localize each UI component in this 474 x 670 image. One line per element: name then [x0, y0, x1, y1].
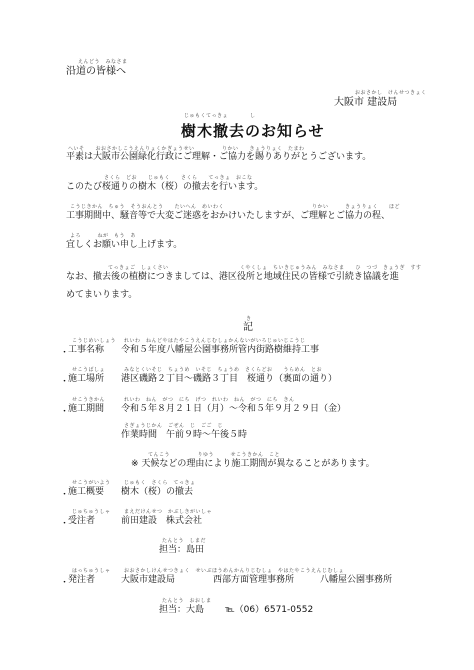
title-ruby: じゅもくてっきょ し — [184, 113, 256, 119]
paragraph-2: このたび桜通りの樹木（桜）の撤去を行います。 — [66, 182, 264, 192]
orderer-value-ruby: おおさかしけんせつきょく せいぶほうめんかんりじむしょ やはたやこうえんじむしょ — [124, 568, 345, 574]
sender-ruby: おおさかし けんせつきょく — [355, 90, 427, 96]
bullet-icon: ・ — [60, 407, 70, 417]
paragraph-1-ruby: へいそ おおさかしこうえんりょくかぎょうせい りかい きょうりょく たまわ — [68, 146, 305, 152]
bullet-icon: ・ — [60, 377, 70, 387]
paragraph-2-ruby: さくら どお じゅもく さくら てっきょ おこな — [104, 175, 253, 181]
item-5-value-ruby: まえだけんせつ かぶしきがいしゃ — [124, 509, 213, 515]
item-4-label: 施工概要 — [68, 487, 105, 497]
item-4-value: 樹木（桜）の撤去 — [121, 487, 194, 497]
bullet-icon: ・ — [60, 519, 70, 529]
item-1-label: 工事名称 — [68, 345, 105, 355]
item-2-label-ruby: せこうばしょ — [72, 367, 106, 373]
item-2-value-ruby: みなとくいそじ ちょうめ いそじ ちょうめ さくらどお うらめん とお — [124, 367, 323, 373]
addressee: 沿道の皆様へ — [66, 66, 126, 77]
item-4-value-ruby: じゅもく さくら てっきょ — [124, 480, 196, 486]
orderer-contact-ruby: たんとう おおしま — [162, 598, 212, 604]
orderer-org-1: 大阪市建設局 — [121, 575, 176, 585]
work-hours-ruby: さぎょうじかん ごぜん じ ごご じ — [124, 423, 224, 429]
contractor-contact-ruby: たんとう しまだ — [162, 538, 207, 544]
item-3-value-ruby: れいわ ねん がつ にち げつ れいわ ねん がつ にち きん — [124, 397, 295, 403]
item-1-label-ruby: こうじめいしょう — [72, 338, 117, 344]
ki-ruby: き — [246, 316, 252, 322]
paragraph-3-ruby-1: こうじきかん ちゅう そうおんとう たいへん めいわく りかい きょうりょく ほど — [70, 204, 401, 210]
orderer-contact: 担当：大島 — [159, 605, 205, 615]
sender: 大阪市 建設局 — [334, 97, 398, 108]
item-3-value: 令和５年８月２１日（月）～令和５年９月２９日（金） — [121, 404, 347, 414]
bullet-icon: ・ — [60, 490, 70, 500]
page-title: 樹木撤去のお知らせ — [181, 122, 325, 140]
orderer-org-2: 西部方面管理事務所 — [213, 575, 295, 585]
paragraph-1: 平素は大阪市公園緑化行政にご理解・ご協力を賜りありがとうございます。 — [66, 152, 372, 162]
item-2-value: 港区磯路２丁目～磯路３丁目 桜通り（裏面の通り） — [121, 374, 338, 384]
addressee-ruby: えんどう みなさま — [78, 59, 128, 65]
item-1-value-ruby: れいわ ねんどやはたやこうえんじむしょかんないがいろじゅいじこうじ — [124, 338, 306, 344]
item-5-label: 受注者 — [68, 516, 96, 526]
orderer-org-3: 八幡屋公園事務所 — [320, 575, 393, 585]
paragraph-3-line-2: 宜しくお願い申し上げます。 — [66, 240, 183, 250]
paragraph-4-line-1: なお、撤去後の植樹につきましては、港区役所と地域住民の皆様で引続き協議を進 — [66, 272, 399, 282]
item-2-label: 施工場所 — [68, 374, 105, 384]
item-5-value: 前田建設 株式会社 — [121, 516, 203, 526]
contractor-contact: 担当：島田 — [159, 545, 205, 555]
paragraph-4-line-2: めてまいります。 — [66, 290, 138, 300]
note-ruby: てんこう りゆう せこうきかん こと — [148, 452, 281, 458]
item-4-label-ruby: せこうがいよう — [72, 480, 111, 486]
item-5-label-ruby: じゅちゅうしゃ — [72, 509, 111, 515]
ki-heading: 記 — [243, 322, 253, 333]
bullet-icon: ・ — [60, 578, 70, 588]
item-1-value: 令和５年度八幡屋公園事務所管内街路樹維持工事 — [121, 345, 320, 355]
paragraph-3-ruby-2: よろ ねが もう あ — [70, 233, 137, 239]
work-hours: 作業時間 午前９時～午後５時 — [121, 430, 248, 440]
orderer-label-ruby: はっちゅうしゃ — [72, 568, 111, 574]
paragraph-3-line-1: 工事期間中、騒音等で大変ご迷惑をおかけいたしますが、ご理解とご協力の程、 — [66, 211, 391, 221]
item-3-label: 施工期間 — [68, 404, 105, 414]
paragraph-4-ruby: てっきょご しょくさい くやくしょ ちいきじゅうみん みなさま ひ つづ きょうぎ すす — [108, 265, 422, 271]
orderer-tel: ℡（06）6571-0552 — [225, 605, 314, 615]
orderer-label: 発注者 — [68, 575, 96, 585]
item-3-label-ruby: せこうきかん — [72, 397, 106, 403]
note: ※ 天候などの理由により施工期間が異なることがあります。 — [131, 459, 375, 469]
bullet-icon: ・ — [60, 348, 70, 358]
